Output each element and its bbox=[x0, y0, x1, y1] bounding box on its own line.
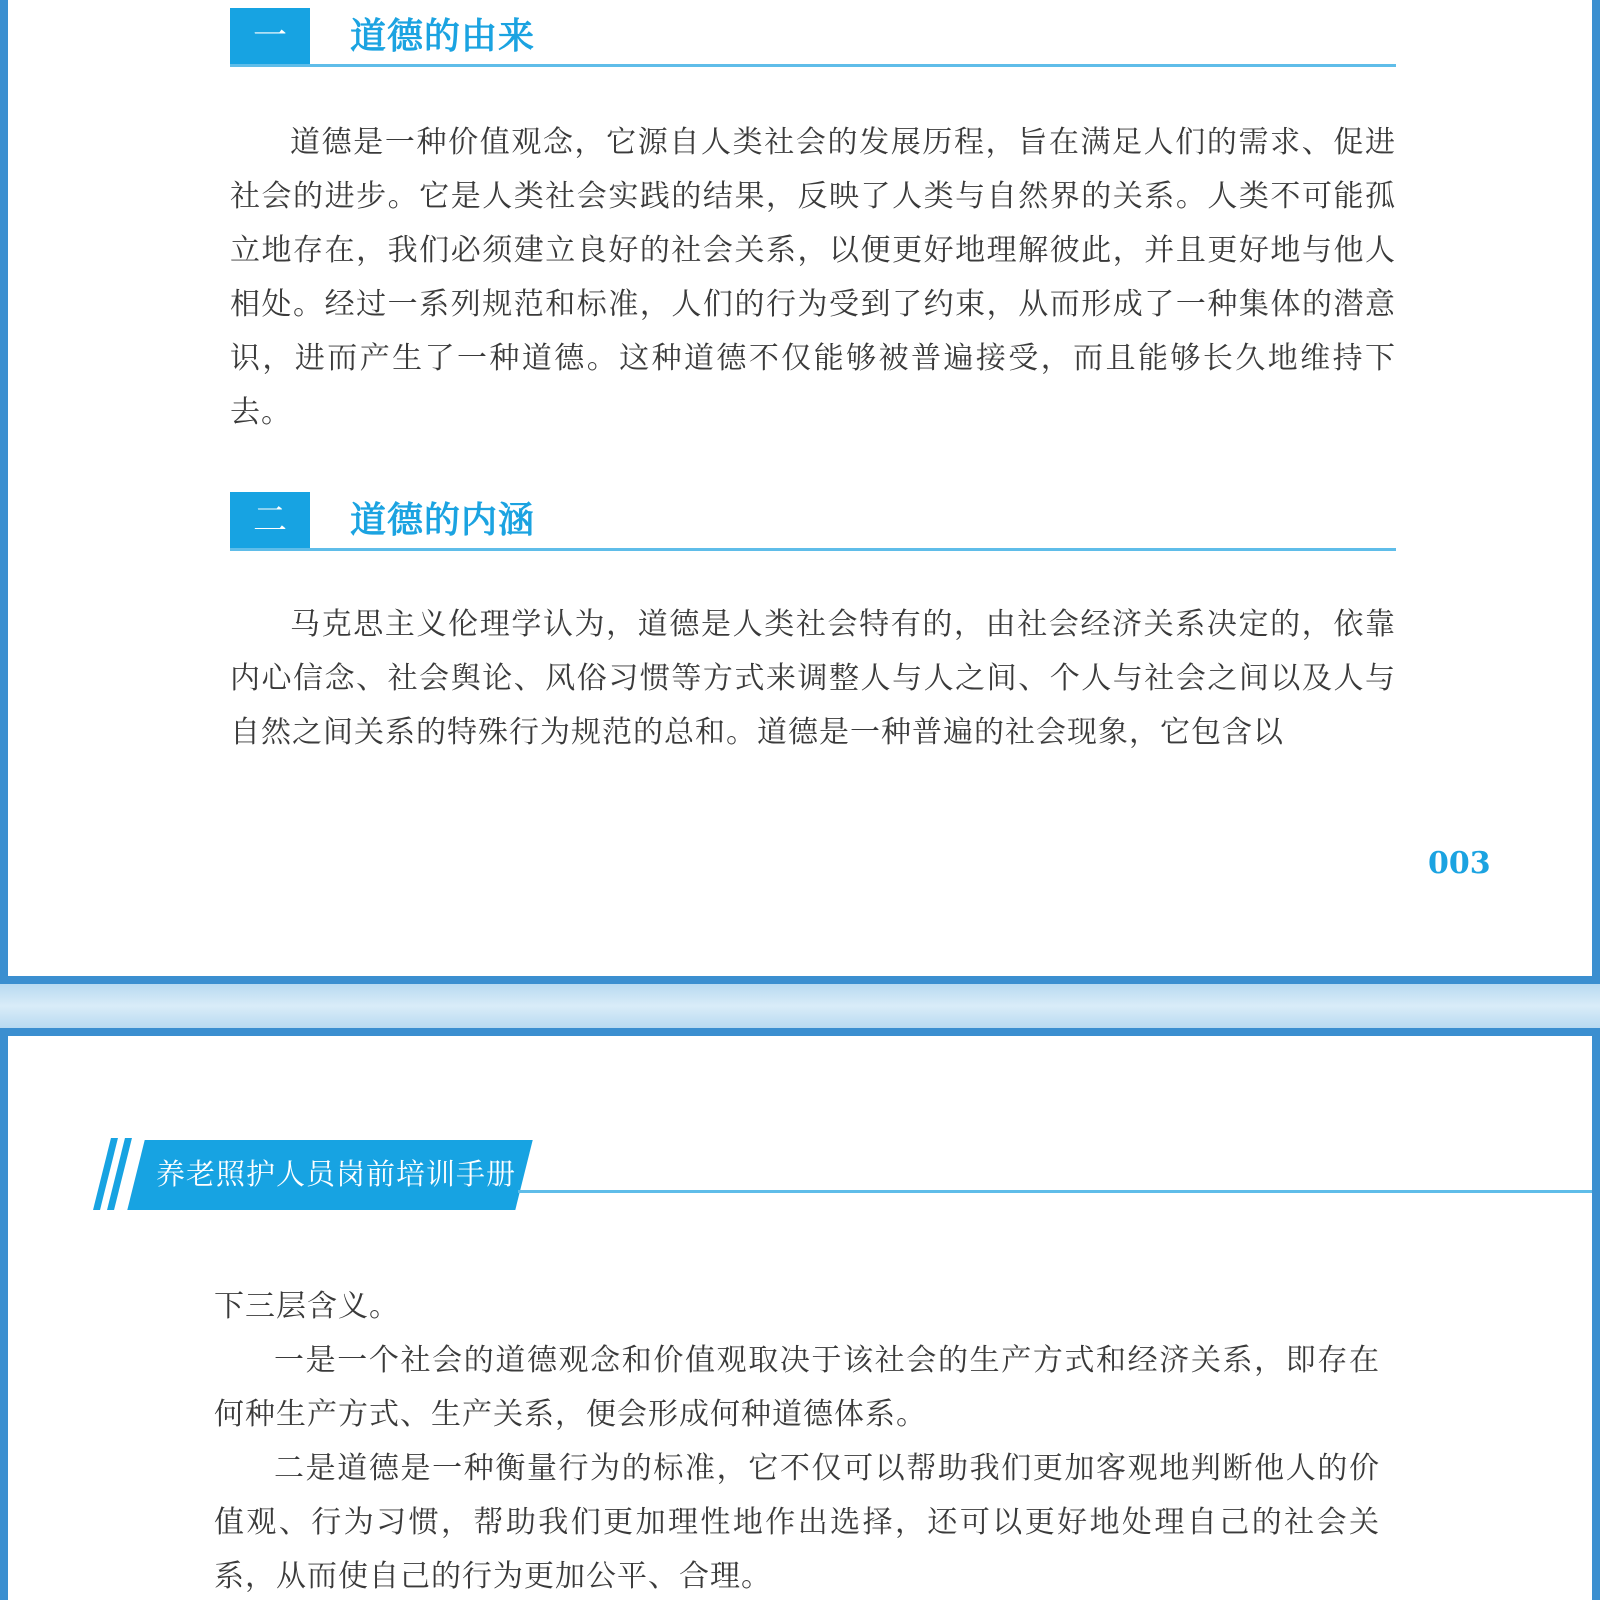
section-title: 道德的内涵 bbox=[350, 499, 536, 541]
paragraph-point-one: 一是一个社会的道德观念和价值观取决于该社会的生产方式和经济关系，即存在何种生产方式、生产关系，便会形成何种道德体系。 bbox=[214, 1343, 1380, 1432]
page-gap bbox=[0, 984, 1600, 1028]
header-divider bbox=[518, 1190, 1600, 1193]
book-title: 养老照护人员岗前培训手册 bbox=[156, 1157, 517, 1191]
section-number-badge: 二 bbox=[230, 492, 310, 548]
section-divider bbox=[230, 64, 1396, 67]
section-number-badge: 一 bbox=[230, 8, 310, 64]
page-number: 003 bbox=[1428, 846, 1491, 881]
running-header bbox=[88, 1136, 1600, 1216]
book-page-bottom bbox=[0, 1028, 1600, 1600]
section-divider bbox=[230, 548, 1396, 551]
section-heading-origin bbox=[230, 8, 1396, 68]
paragraph-continuation: 下三层含义。 bbox=[214, 1289, 400, 1324]
section-title: 道德的由来 bbox=[350, 15, 536, 57]
paragraph-meaning: 马克思主义伦理学认为，道德是人类社会特有的，由社会经济关系决定的，依靠内心信念、社会舆论、风俗习惯等方式来调整人与人之间、个人与社会之间以及人与自然之间关系的特殊行为规范的总和。道德是一种普遍的社会现象，它包含以 bbox=[230, 607, 1396, 750]
paragraph-point-two: 二是道德是一种衡量行为的标准，它不仅可以帮助我们更加客观地判断他人的价值观、行为习惯，帮助我们更加理性地作出选择，还可以更好地处理自己的社会关系，从而使自己的行为更加公平、合理。 bbox=[214, 1451, 1380, 1594]
paragraph-origin: 道德是一种价值观念，它源自人类社会的发展历程，旨在满足人们的需求、促进社会的进步。它是人类社会实践的结果，反映了人类与自然界的关系。人类不可能孤立地存在，我们必须建立良好的社会关系，以便更好地理解彼此，并且更好地与他人相处。经过一系列规范和标准，人们的行为受到了约束，从而形成了一种集体的潜意识，进而产生了一种道德。这种道德不仅能够被普遍接受，而且能够长久地维持下去。 bbox=[230, 125, 1396, 430]
section-heading-meaning bbox=[230, 492, 1396, 552]
